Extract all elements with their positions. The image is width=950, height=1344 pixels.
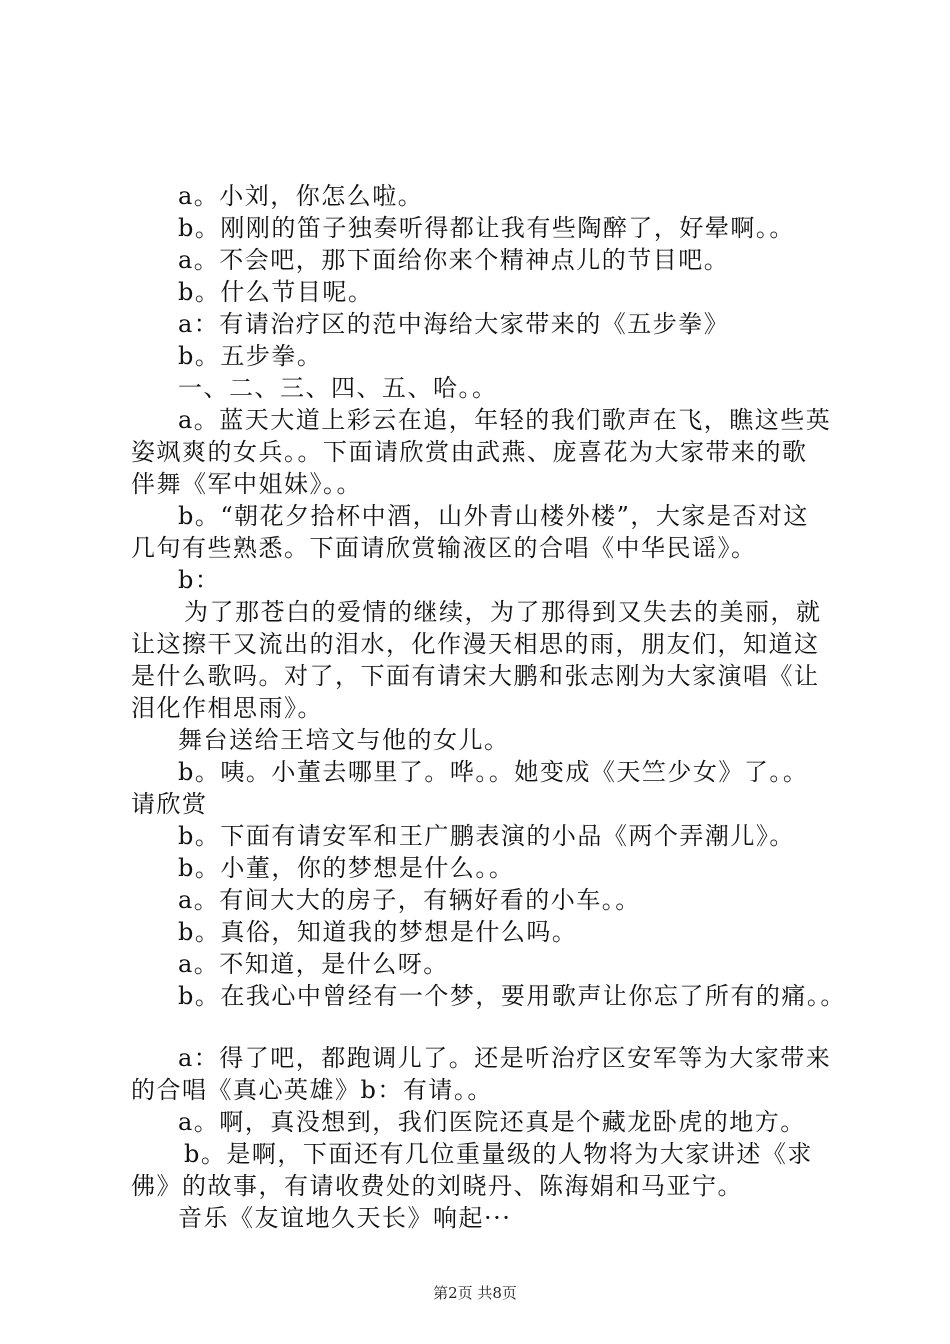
text-line: b。咦。小董去哪里了。哗。。她变成《天竺少女》了。。	[178, 758, 809, 786]
text-line: b。五步拳。	[178, 342, 323, 370]
text-line: 的合唱《真心英雄》b：有请。。	[131, 1076, 493, 1104]
text-line: 一、二、三、四、五、哈。。	[178, 374, 498, 402]
text-line: 姿飒爽的女兵。。下面请欣赏由武燕、庞喜花为大家带来的歌	[131, 438, 808, 466]
text-line: 是什么歌吗。对了，下面有请宋大鹏和张志刚为大家演唱《让	[131, 662, 820, 690]
text-line: a。啊，真没想到，我们医院还真是个藏龙卧虎的地方。	[178, 1108, 806, 1136]
text-line: 佛》的故事，有请收费处的刘晓丹、陈海娟和马亚宁。	[131, 1172, 743, 1200]
text-line: a。不知道，是什么呀。	[178, 950, 449, 978]
text-line: b。“朝花夕拾杯中酒，山外青山楼外楼”，大家是否对这	[178, 502, 809, 530]
text-line: b。小董，你的梦想是什么。。	[178, 854, 515, 882]
text-line: a：得了吧，都跑调儿了。还是听治疗区安军等为大家带来	[178, 1044, 832, 1072]
text-line: b。什么节目呢。	[178, 278, 374, 306]
text-line: 伴舞《军中姐妹》。。	[131, 470, 362, 498]
text-line: b。是啊，下面还有几位重量级的人物将为大家讲述《求	[184, 1140, 813, 1168]
text-line: 舞台送给王培文与他的女儿。	[178, 726, 510, 754]
page-footer: 第2页 共8页	[433, 1284, 517, 1302]
text-line: a。有间大大的房子，有辆好看的小车。。	[178, 886, 641, 914]
text-line: 请欣赏	[131, 790, 208, 818]
text-line: b。下面有请安军和王广鹏表演的小品《两个弄潮儿》。	[178, 822, 795, 850]
text-line: b。在我心中曾经有一个梦，要用歌声让你忘了所有的痛。。	[178, 982, 846, 1010]
text-line: b：	[178, 566, 221, 594]
text-line: a：有请治疗区的范中海给大家带来的《五步拳》	[178, 310, 730, 338]
text-line: 泪化作相思雨》。	[131, 694, 323, 722]
text-line: 音乐《友谊地久天长》响起···	[178, 1204, 512, 1232]
text-line: 为了那苍白的爱情的继续，为了那得到又失去的美丽，就	[184, 598, 822, 626]
text-line: 让这擦干又流出的泪水，化作漫天相思的雨，朋友们，知道这	[131, 630, 820, 658]
text-line: a。不会吧，那下面给你来个精神点儿的节目吧。	[178, 246, 730, 274]
text-line: a。小刘，你怎么啦。	[178, 182, 424, 210]
text-line: 几句有些熟悉。下面请欣赏输液区的合唱《中华民谣》。	[131, 534, 757, 562]
text-line: b。刚刚的笛子独奏听得都让我有些陶醉了，好晕啊。。	[178, 214, 795, 242]
text-line: a。蓝天大道上彩云在追，年轻的我们歌声在飞，瞧这些英	[178, 406, 832, 434]
text-line: b。真俗，知道我的梦想是什么吗。	[178, 918, 578, 946]
